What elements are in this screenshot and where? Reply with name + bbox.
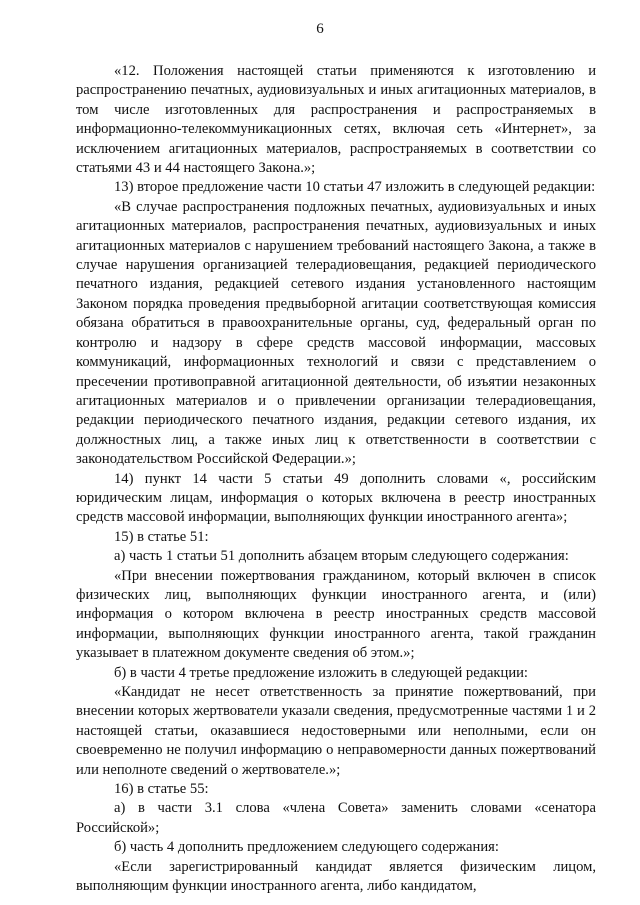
paragraph-item-16b-text: «Если зарегистрированный кандидат является физическим лицом, выполняющим функции иностранного агента, либо кандидатом, [76, 858, 596, 895]
paragraph-item-15a: а) часть 1 статьи 51 дополнить абзацем вторым следующего содержания: [114, 548, 569, 565]
paragraph-item-15b: б) в части 4 третье предложение изложить в следующей редакции: [114, 664, 528, 681]
paragraph-amendment-12-text: «12. Положения настоящей статьи применяются к изготовлению и распространению печатных, аудиовизуальных и иных агитационных материалов, в том числе изготовленных для распространения и распространяемых в информационно-телекоммуникационных сетях, включая сеть «Интернет», за исключением агитационных материалов, распространяемых в соответствии со статьями 43 и 44 настоящего Закона.»; [76, 63, 596, 177]
paragraph-item-16b: б) часть 4 дополнить предложением следующего содержания: [114, 839, 499, 856]
document-body [76, 62, 596, 896]
paragraph-item-13-text: «В случае распространения подложных печатных, аудиовизуальных и иных агитационных материалов, распространения печатных, аудиовизуальных и иных агитационных материалов с нарушением требований настоящего Закона, а также в случае нарушения организацией телерадиовещания, редакцией периодического печатного издания, редакцией сетевого издания установленного настоящим Законом порядка проведения предвыборной агитации соответствующая комиссия обязана обратиться в правоохранительные органы, суд, федеральный орган по контролю и надзору в сфере средств массовой информации, массовых коммуникаций, информационных технологий и связи с представлением о пресечении противоправной агитационной деятельности, об изъятии незаконных агитационных материалов и о привлечении организации телерадиовещания, редакции периодического печатного издания, редакции сетевого издания, их должностных лиц, а также иных лиц к ответственности в соответствии с законодательством Российской Федерации.»; [76, 198, 596, 468]
paragraph-item-14: 14) пункт 14 части 5 статьи 49 дополнить словами «, российским юридическим лицам, информация о которых включена в реестр иностранных средств массовой информации, выполняющих функции иностранного агента»; [76, 470, 596, 526]
paragraph-item-15b-text: «Кандидат не несет ответственность за принятие пожертвований, при внесении которых жертвователи указали сведения, предусмотренные частями 1 и 2 настоящей статьи, оказавшиеся недостоверными или неполными, если он своевременно не получил информацию о неправомерности данных пожертвований или неполноте сведений о жертвователе.»; [76, 684, 596, 778]
paragraph-item-16: 16) в статье 55: [114, 781, 209, 798]
paragraph-item-13: 13) второе предложение части 10 статьи 47 изложить в следующей редакции: [114, 179, 596, 196]
paragraph-item-16a: а) в части 3.1 слова «члена Совета» заменить словами «сенатора Российской»; [76, 800, 596, 836]
page-number: 6 [316, 21, 324, 37]
paragraph-item-15: 15) в статье 51: [114, 528, 209, 545]
paragraph-item-15a-text: «При внесении пожертвования гражданином, который включен в список физических лиц, выполняющих функции иностранного агента, и (или) информация о котором включена в реестр иностранных средств массовой информации, выполняющих функции иностранного агента, такой гражданин указывает в платежном документе сведения об этом.»; [76, 567, 596, 662]
